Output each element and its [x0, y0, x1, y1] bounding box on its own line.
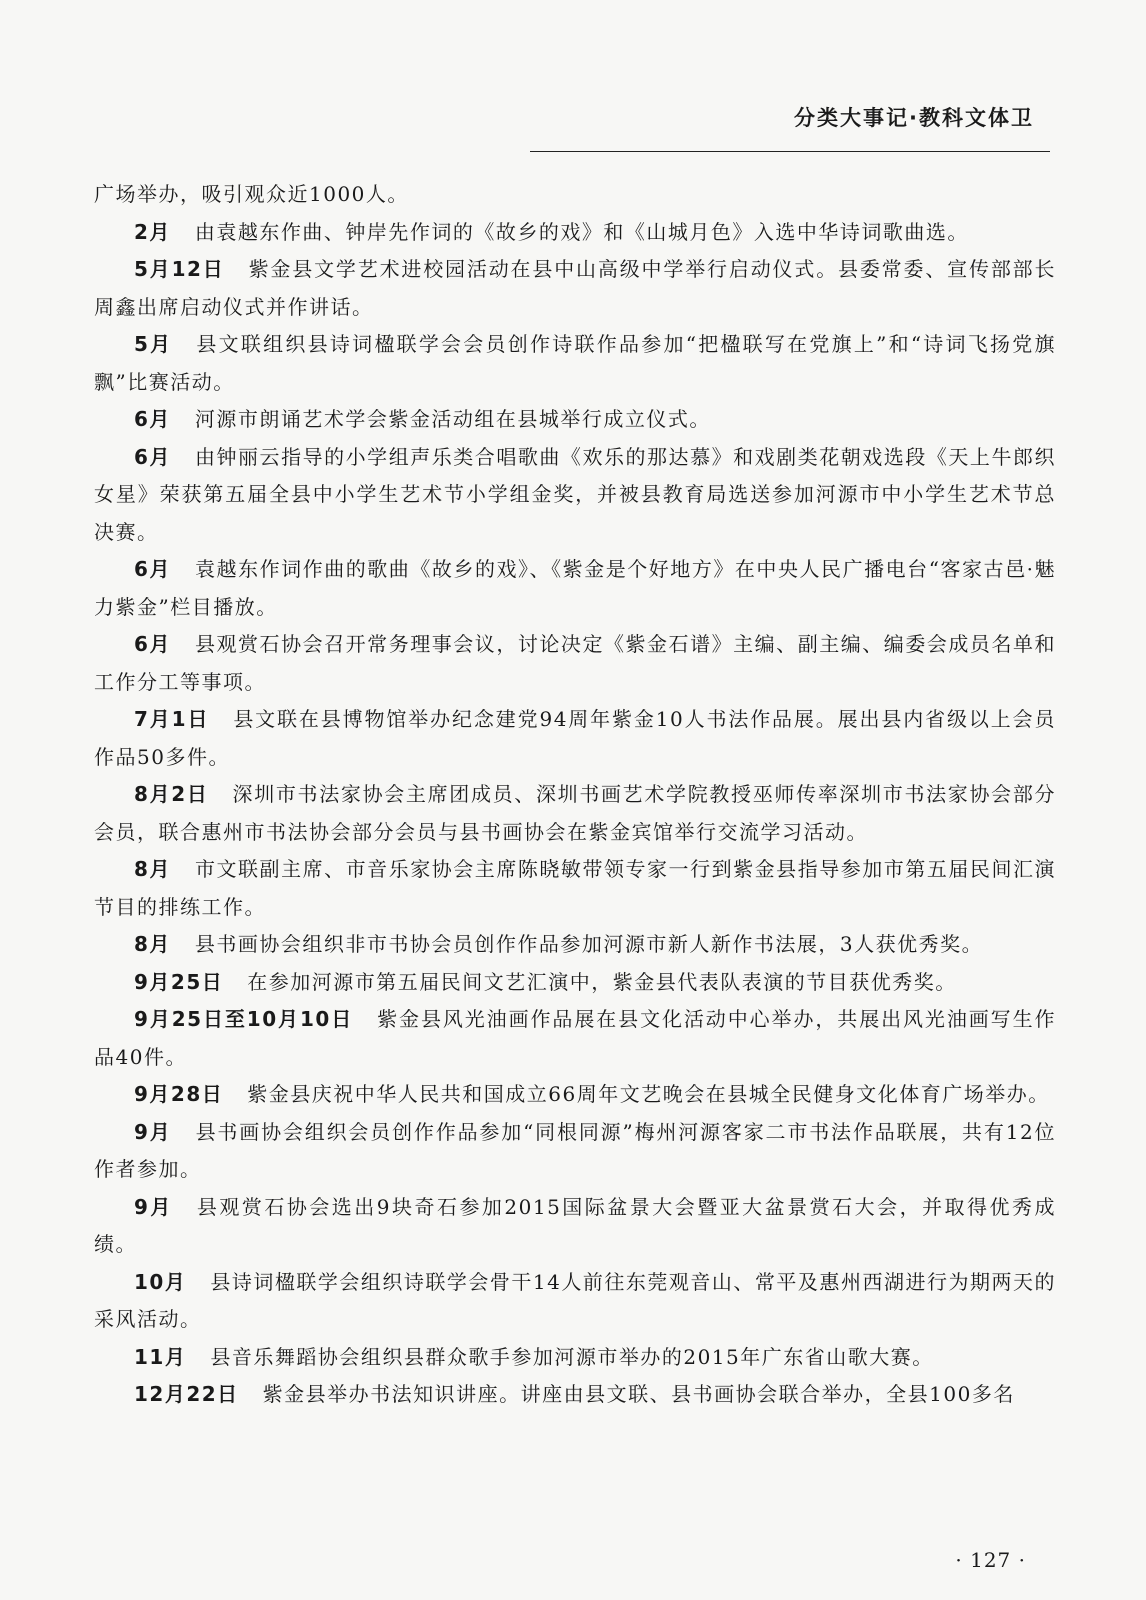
entry-text: 深圳市书法家协会主席团成员、深圳书画艺术学院教授巫师传率深圳市书法家协会部分会员，联合惠州市书法协会部分会员与县书画协会在紫金宾馆举行交流学习活动。	[94, 782, 1056, 844]
page-body	[94, 176, 1056, 1414]
entry-date: 10月	[134, 1269, 187, 1294]
entry-text: 袁越东作词作曲的歌曲《故乡的戏》、《紫金是个好地方》在中央人民广播电台“客家古邑·魅力紫金”栏目播放。	[94, 557, 1056, 619]
entry-date: 11月	[134, 1344, 187, 1369]
entry-date: 8月	[134, 857, 171, 881]
entry-date: 5月	[134, 332, 173, 356]
entry-text: 紫金县庆祝中华人民共和国成立66周年文艺晚会在县城全民健身文化体育广场举办。	[247, 1082, 1050, 1106]
chronicle-entry	[94, 1076, 1056, 1114]
entry-text: 县书画协会组织非市书协会员创作作品参加河源市新人新作书法展，3人获优秀奖。	[194, 932, 984, 956]
entry-text: 在参加河源市第五届民间文艺汇演中，紫金县代表队表演的节目获优秀奖。	[247, 969, 957, 994]
entry-date: 6月	[134, 407, 171, 431]
chronicle-entry	[94, 701, 1056, 776]
chronicle-entry	[94, 1376, 1056, 1414]
entry-text: 县音乐舞蹈协会组织县群众歌手参加河源市举办的2015年广东省山歌大赛。	[210, 1344, 934, 1369]
entry-date: 8月	[134, 932, 171, 956]
chronicle-entry	[94, 439, 1056, 552]
header-rule	[530, 151, 1050, 152]
entry-text: 县书画协会组织会员创作作品参加“同根同源”梅州河源客家二市书法作品联展，共有12位作者参加。	[94, 1119, 1056, 1181]
chronicle-entry	[94, 1264, 1056, 1339]
chronicle-entry	[94, 851, 1056, 926]
entry-date: 8月2日	[134, 782, 209, 806]
entry-text: 县文联在县博物馆举办纪念建党94周年紫金10人书法作品展。展出县内省级以上会员作品50多件。	[94, 707, 1056, 769]
chronicle-entries	[94, 214, 1056, 1414]
entry-text: 县诗词楹联学会组织诗联学会骨干14人前往东莞观音山、常平及惠州西湖进行为期两天的采风活动。	[94, 1269, 1056, 1331]
entry-text: 紫金县举办书法知识讲座。讲座由县文联、县书画协会联合举办，全县100多名	[262, 1382, 1015, 1406]
entry-date: 9月	[134, 1119, 172, 1144]
entry-text: 紫金县文学艺术进校园活动在县中山高级中学举行启动仪式。县委常委、宣传部部长周鑫出席启动仪式并作讲话。	[94, 257, 1057, 319]
entry-date: 9月25日至10月10日	[134, 1007, 354, 1031]
chronicle-entry	[94, 401, 1056, 439]
entry-date: 7月1日	[134, 707, 210, 731]
entry-text: 县观赏石协会召开常务理事会议，讨论决定《紫金石谱》主编、副主编、编委会成员名单和工作分工等事项。	[94, 632, 1056, 694]
running-header-title: 分类大事记·教科文体卫	[794, 106, 1034, 130]
entry-text: 县文联组织县诗词楹联学会会员创作诗联作品参加“把楹联写在党旗上”和“诗词飞扬党旗飘”比赛活动。	[94, 332, 1056, 394]
chronicle-entry	[94, 326, 1056, 401]
chronicle-entry	[94, 964, 1056, 1002]
entry-text: 河源市朗诵艺术学会紫金活动组在县城举行成立仪式。	[194, 407, 711, 431]
entry-date: 6月	[134, 557, 171, 581]
chronicle-entry	[94, 551, 1056, 626]
entry-date: 6月	[134, 444, 171, 469]
chronicle-entry	[94, 1339, 1056, 1377]
chronicle-entry	[94, 926, 1056, 964]
entry-date: 12月22日	[134, 1382, 239, 1406]
entry-text: 县观赏石协会选出9块奇石参加2015国际盆景大会暨亚大盆景赏石大会，并取得优秀成绩。	[94, 1194, 1056, 1256]
chronicle-entry	[94, 1001, 1056, 1076]
entry-text: 由钟丽云指导的小学组声乐类合唱歌曲《欢乐的那达慕》和戏剧类花朝戏选段《天上牛郎织女星》荣获第五届全县中小学生艺术节小学组金奖，并被县教育局选送参加河源市中小学生艺术节总决赛。	[94, 444, 1056, 544]
entry-date: 9月28日	[134, 1082, 224, 1106]
entry-date: 9月25日	[134, 969, 224, 994]
chronicle-entry	[94, 1189, 1056, 1264]
entry-text: 由袁越东作曲、钟岸先作词的《故乡的戏》和《山城月色》入选中华诗词歌曲选。	[194, 219, 969, 244]
page-number: · 127 ·	[955, 1548, 1026, 1572]
entry-date: 9月	[134, 1194, 173, 1219]
entry-text: 市文联副主席、市音乐家协会主席陈晓敏带领专家一行到紫金县指导参加市第五届民间汇演节目的排练工作。	[94, 857, 1056, 919]
chronicle-entry	[94, 214, 1056, 252]
entry-date: 5月12日	[134, 257, 225, 281]
entry-text: 紫金县风光油画作品展在县文化活动中心举办，共展出风光油画写生作品40件。	[94, 1007, 1056, 1069]
chronicle-entry	[94, 1114, 1056, 1189]
chronicle-entry	[94, 251, 1056, 326]
entry-date: 6月	[134, 632, 171, 656]
chronicle-entry	[94, 626, 1056, 701]
entry-date: 2月	[134, 219, 171, 244]
chronicle-entry	[94, 776, 1056, 851]
continued-paragraph: 广场举办，吸引观众近1000人。	[94, 182, 409, 206]
